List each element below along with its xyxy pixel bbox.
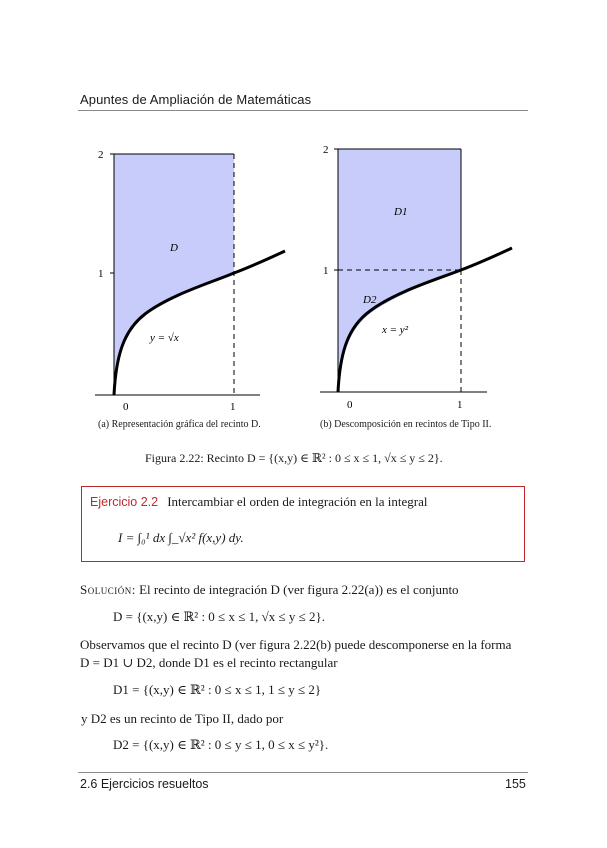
tick-label-x0-b: 0 xyxy=(347,399,353,411)
subfigure-a xyxy=(95,149,285,413)
exercise-heading xyxy=(90,494,427,510)
tick-label-x0: 0 xyxy=(123,401,129,413)
region-d-fill xyxy=(114,154,234,395)
solution-line-1 xyxy=(80,582,459,598)
equation-d: D = {(x,y) ∈ ℝ² : 0 ≤ x ≤ 1, √x ≤ y ≤ 2}. xyxy=(113,609,325,624)
curve-label-a: y = √x xyxy=(150,332,179,344)
figure-caption: Figura 2.22: Recinto D = {(x,y) ∈ ℝ² : 0 ≤ x ≤ 1, √x ≤ y ≤ 2}. xyxy=(145,451,443,465)
equation-d2: D2 = {(x,y) ∈ ℝ² : 0 ≤ y ≤ 1, 0 ≤ x ≤ y²}. xyxy=(113,737,329,752)
exercise-statement: Intercambiar el orden de integración en la integral xyxy=(167,494,428,509)
subfigure-b xyxy=(320,144,512,411)
region-label-d: D xyxy=(170,242,178,254)
footer-rule xyxy=(78,772,528,773)
tick-label-y2-b: 2 xyxy=(323,144,329,156)
tick-label-x1: 1 xyxy=(230,401,236,413)
solution-line-2: Observamos que el recinto D (ver figura 2.22(b) puede descomponerse en la forma xyxy=(80,637,512,652)
curve-label-b: x = y² xyxy=(382,324,408,336)
tick-label-y1-b: 1 xyxy=(323,265,329,277)
region-label-d2: D2 xyxy=(363,294,377,306)
footer-section: 2.6 Ejercicios resueltos xyxy=(80,777,209,791)
tick-label-y1: 1 xyxy=(98,268,104,280)
region-label-d1: D1 xyxy=(394,206,408,218)
running-header-title: Apuntes de Ampliación de Matemáticas xyxy=(80,92,312,107)
tick-label-x1-b: 1 xyxy=(457,399,463,411)
solution-line-4: y D2 es un recinto de Tipo II, dado por xyxy=(81,711,284,726)
equation-d1: D1 = {(x,y) ∈ ℝ² : 0 ≤ x ≤ 1, 1 ≤ y ≤ 2} xyxy=(113,682,322,697)
solution-text-1: El recinto de integración D (ver figura 2.22(a)) es el conjunto xyxy=(139,582,459,597)
solution-heading: Solución: xyxy=(80,582,136,597)
tick-label-y2: 2 xyxy=(98,149,104,161)
exercise-formula: I = ∫₀¹ dx ∫_√x² f(x,y) dy. xyxy=(118,530,244,545)
solution-line-3: D = D1 ∪ D2, donde D1 es el recinto rectangular xyxy=(80,655,338,670)
subcaption-b: (b) Descomposición en recintos de Tipo II. xyxy=(320,419,492,430)
exercise-label: Ejercicio 2.2 xyxy=(90,495,159,509)
subcaption-a: (a) Representación gráfica del recinto D. xyxy=(98,419,261,430)
page-number: 155 xyxy=(505,777,526,791)
figure-2-22 xyxy=(0,0,607,420)
